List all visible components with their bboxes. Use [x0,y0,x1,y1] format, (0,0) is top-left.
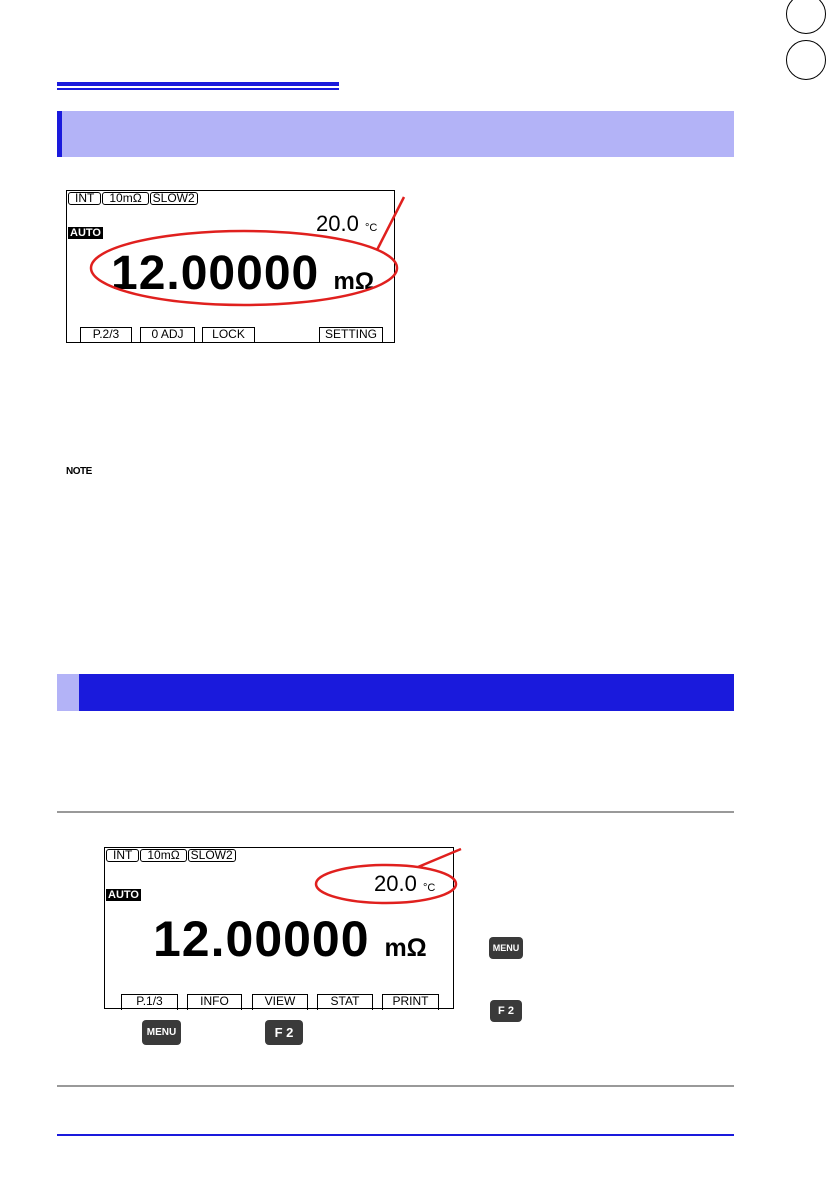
resistance-value: 12.00000 [153,911,370,967]
tag-range-int: INT [68,192,101,205]
fkey-page[interactable]: P.1/3 [121,994,178,1010]
resistance-unit: mΩ [333,268,375,295]
fkey-print[interactable]: PRINT [382,994,439,1010]
tag-speed: SLOW2 [150,192,198,205]
fkey-page[interactable]: P.2/3 [80,327,132,343]
f2-key-icon-inline: F 2 [265,1020,303,1045]
auto-indicator: AUTO [108,889,139,901]
fkey-setting[interactable]: SETTING [319,327,383,343]
resistance-unit: mΩ [384,934,427,962]
menu-key-icon-inline: MENU [142,1020,181,1045]
tag-range: 10mΩ [102,192,148,205]
note-label: NOTE [66,466,92,477]
temperature-unit: °C [422,882,436,894]
fkey-lock[interactable]: LOCK [202,327,255,343]
resistance-value: 12.00000 [111,247,320,300]
menu-key-icon: MENU [489,937,523,959]
temperature-callout-line [418,849,461,867]
f2-key-icon: F 2 [490,1000,522,1022]
fkey-info[interactable]: INFO [187,994,242,1010]
auto-indicator: AUTO [70,227,101,239]
reading-callout-line [377,197,404,250]
tag-range-int: INT [106,849,139,862]
tag-range: 10mΩ [140,849,186,862]
temperature-value: 20.0 [316,211,359,236]
temperature-unit: °C [364,222,378,234]
reading-highlight-ellipse [91,231,397,305]
fkey-zero-adjust[interactable]: 0 ADJ [140,327,195,343]
temperature-highlight-ellipse [316,865,456,903]
fkey-stat[interactable]: STAT [317,994,373,1010]
temperature-value: 20.0 [374,871,417,896]
fkey-view[interactable]: VIEW [252,994,308,1010]
tag-speed: SLOW2 [188,849,236,862]
